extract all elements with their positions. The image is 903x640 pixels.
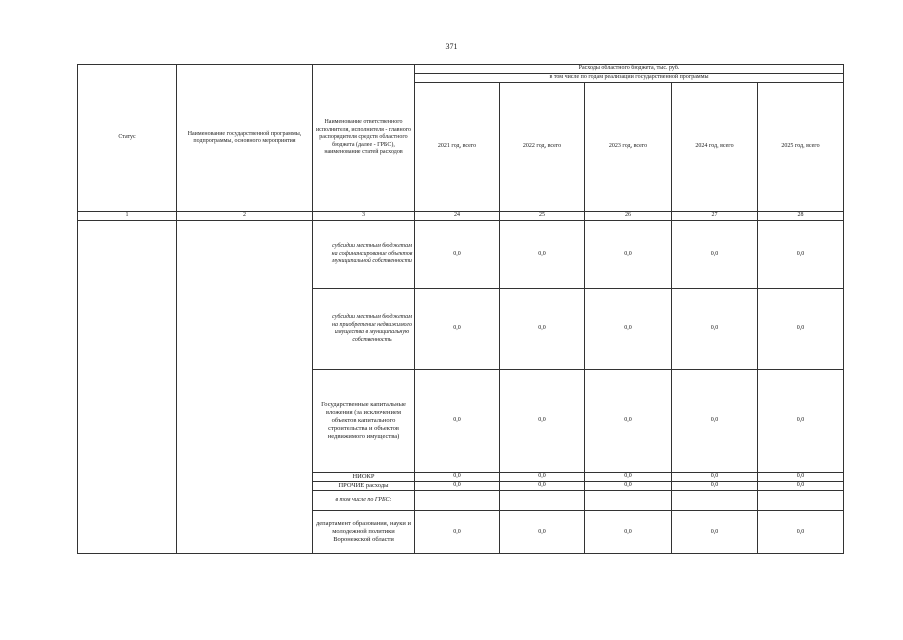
header-budget-group: Расходы областного бюджета, тыс. руб.: [415, 65, 844, 74]
value-cell: 0,0: [415, 482, 500, 491]
header-year-2022: 2022 год, всего: [500, 83, 585, 212]
value-cell: 0,0: [758, 511, 844, 554]
value-cell: 0,0: [500, 511, 585, 554]
header-year-2024: 2024 год, всего: [672, 83, 758, 212]
value-cell: 0,0: [585, 370, 672, 473]
value-cell: 0,0: [500, 482, 585, 491]
header-executor: Наименование ответственного исполнителя, исполнителя - главного распорядителя средств областного бюджета (далее - ГРБС), наименование статей расходов: [313, 65, 415, 212]
page-number: 371: [445, 42, 458, 51]
row-label: департамент образования, науки и молодежной политики Воронежской области: [313, 511, 415, 554]
value-cell: 0,0: [672, 370, 758, 473]
program-name-cell: [177, 221, 313, 554]
value-cell: 0,0: [585, 482, 672, 491]
value-cell: [585, 491, 672, 511]
col-num-28: 28: [758, 212, 844, 221]
value-cell: 0,0: [585, 289, 672, 370]
col-num-1: 1: [78, 212, 177, 221]
row-label: субсидии местным бюджетам на софинансирование объектов муниципальной собственности: [313, 221, 415, 289]
header-year-2021: 2021 год, всего: [415, 83, 500, 212]
value-cell: 0,0: [585, 221, 672, 289]
value-cell: 0,0: [672, 482, 758, 491]
value-cell: 0,0: [500, 289, 585, 370]
value-cell: 0,0: [415, 221, 500, 289]
value-cell: 0,0: [415, 289, 500, 370]
header-year-2023: 2023 год, всего: [585, 83, 672, 212]
row-label: Государственные капитальные вложения (за исключением объектов капитального строительства и объектов недвижимого имущества): [313, 370, 415, 473]
value-cell: 0,0: [585, 473, 672, 482]
value-cell: 0,0: [758, 370, 844, 473]
col-num-26: 26: [585, 212, 672, 221]
value-cell: [758, 491, 844, 511]
column-number-row: [78, 212, 844, 221]
row-label: НИОКР: [313, 473, 415, 482]
col-num-24: 24: [415, 212, 500, 221]
header-program-name: Наименование государственной программы, подпрограммы, основного мероприятия: [177, 65, 313, 212]
row-label: ПРОЧИЕ расходы: [313, 482, 415, 491]
table-row: [78, 221, 844, 289]
value-cell: 0,0: [500, 473, 585, 482]
status-cell: [78, 221, 177, 554]
header-year-2025: 2025 год, всего: [758, 83, 844, 212]
value-cell: 0,0: [672, 511, 758, 554]
value-cell: 0,0: [415, 511, 500, 554]
value-cell: [415, 491, 500, 511]
header-status: Статус: [78, 65, 177, 212]
col-num-2: 2: [177, 212, 313, 221]
value-cell: [500, 491, 585, 511]
row-label: в том числе по ГРБС:: [313, 491, 415, 511]
col-num-27: 27: [672, 212, 758, 221]
value-cell: [672, 491, 758, 511]
value-cell: 0,0: [758, 482, 844, 491]
col-num-25: 25: [500, 212, 585, 221]
value-cell: 0,0: [500, 221, 585, 289]
col-num-3: 3: [313, 212, 415, 221]
value-cell: 0,0: [758, 221, 844, 289]
value-cell: 0,0: [672, 289, 758, 370]
budget-table: [77, 64, 844, 554]
value-cell: 0,0: [672, 473, 758, 482]
value-cell: 0,0: [500, 370, 585, 473]
value-cell: 0,0: [758, 473, 844, 482]
header-years-group: в том числе по годам реализации государственной программы: [415, 74, 844, 83]
value-cell: 0,0: [415, 473, 500, 482]
value-cell: 0,0: [415, 370, 500, 473]
value-cell: 0,0: [585, 511, 672, 554]
value-cell: 0,0: [758, 289, 844, 370]
value-cell: 0,0: [672, 221, 758, 289]
row-label: субсидии местным бюджетам на приобретение недвижимого имущества в муниципальную собственность: [313, 289, 415, 370]
